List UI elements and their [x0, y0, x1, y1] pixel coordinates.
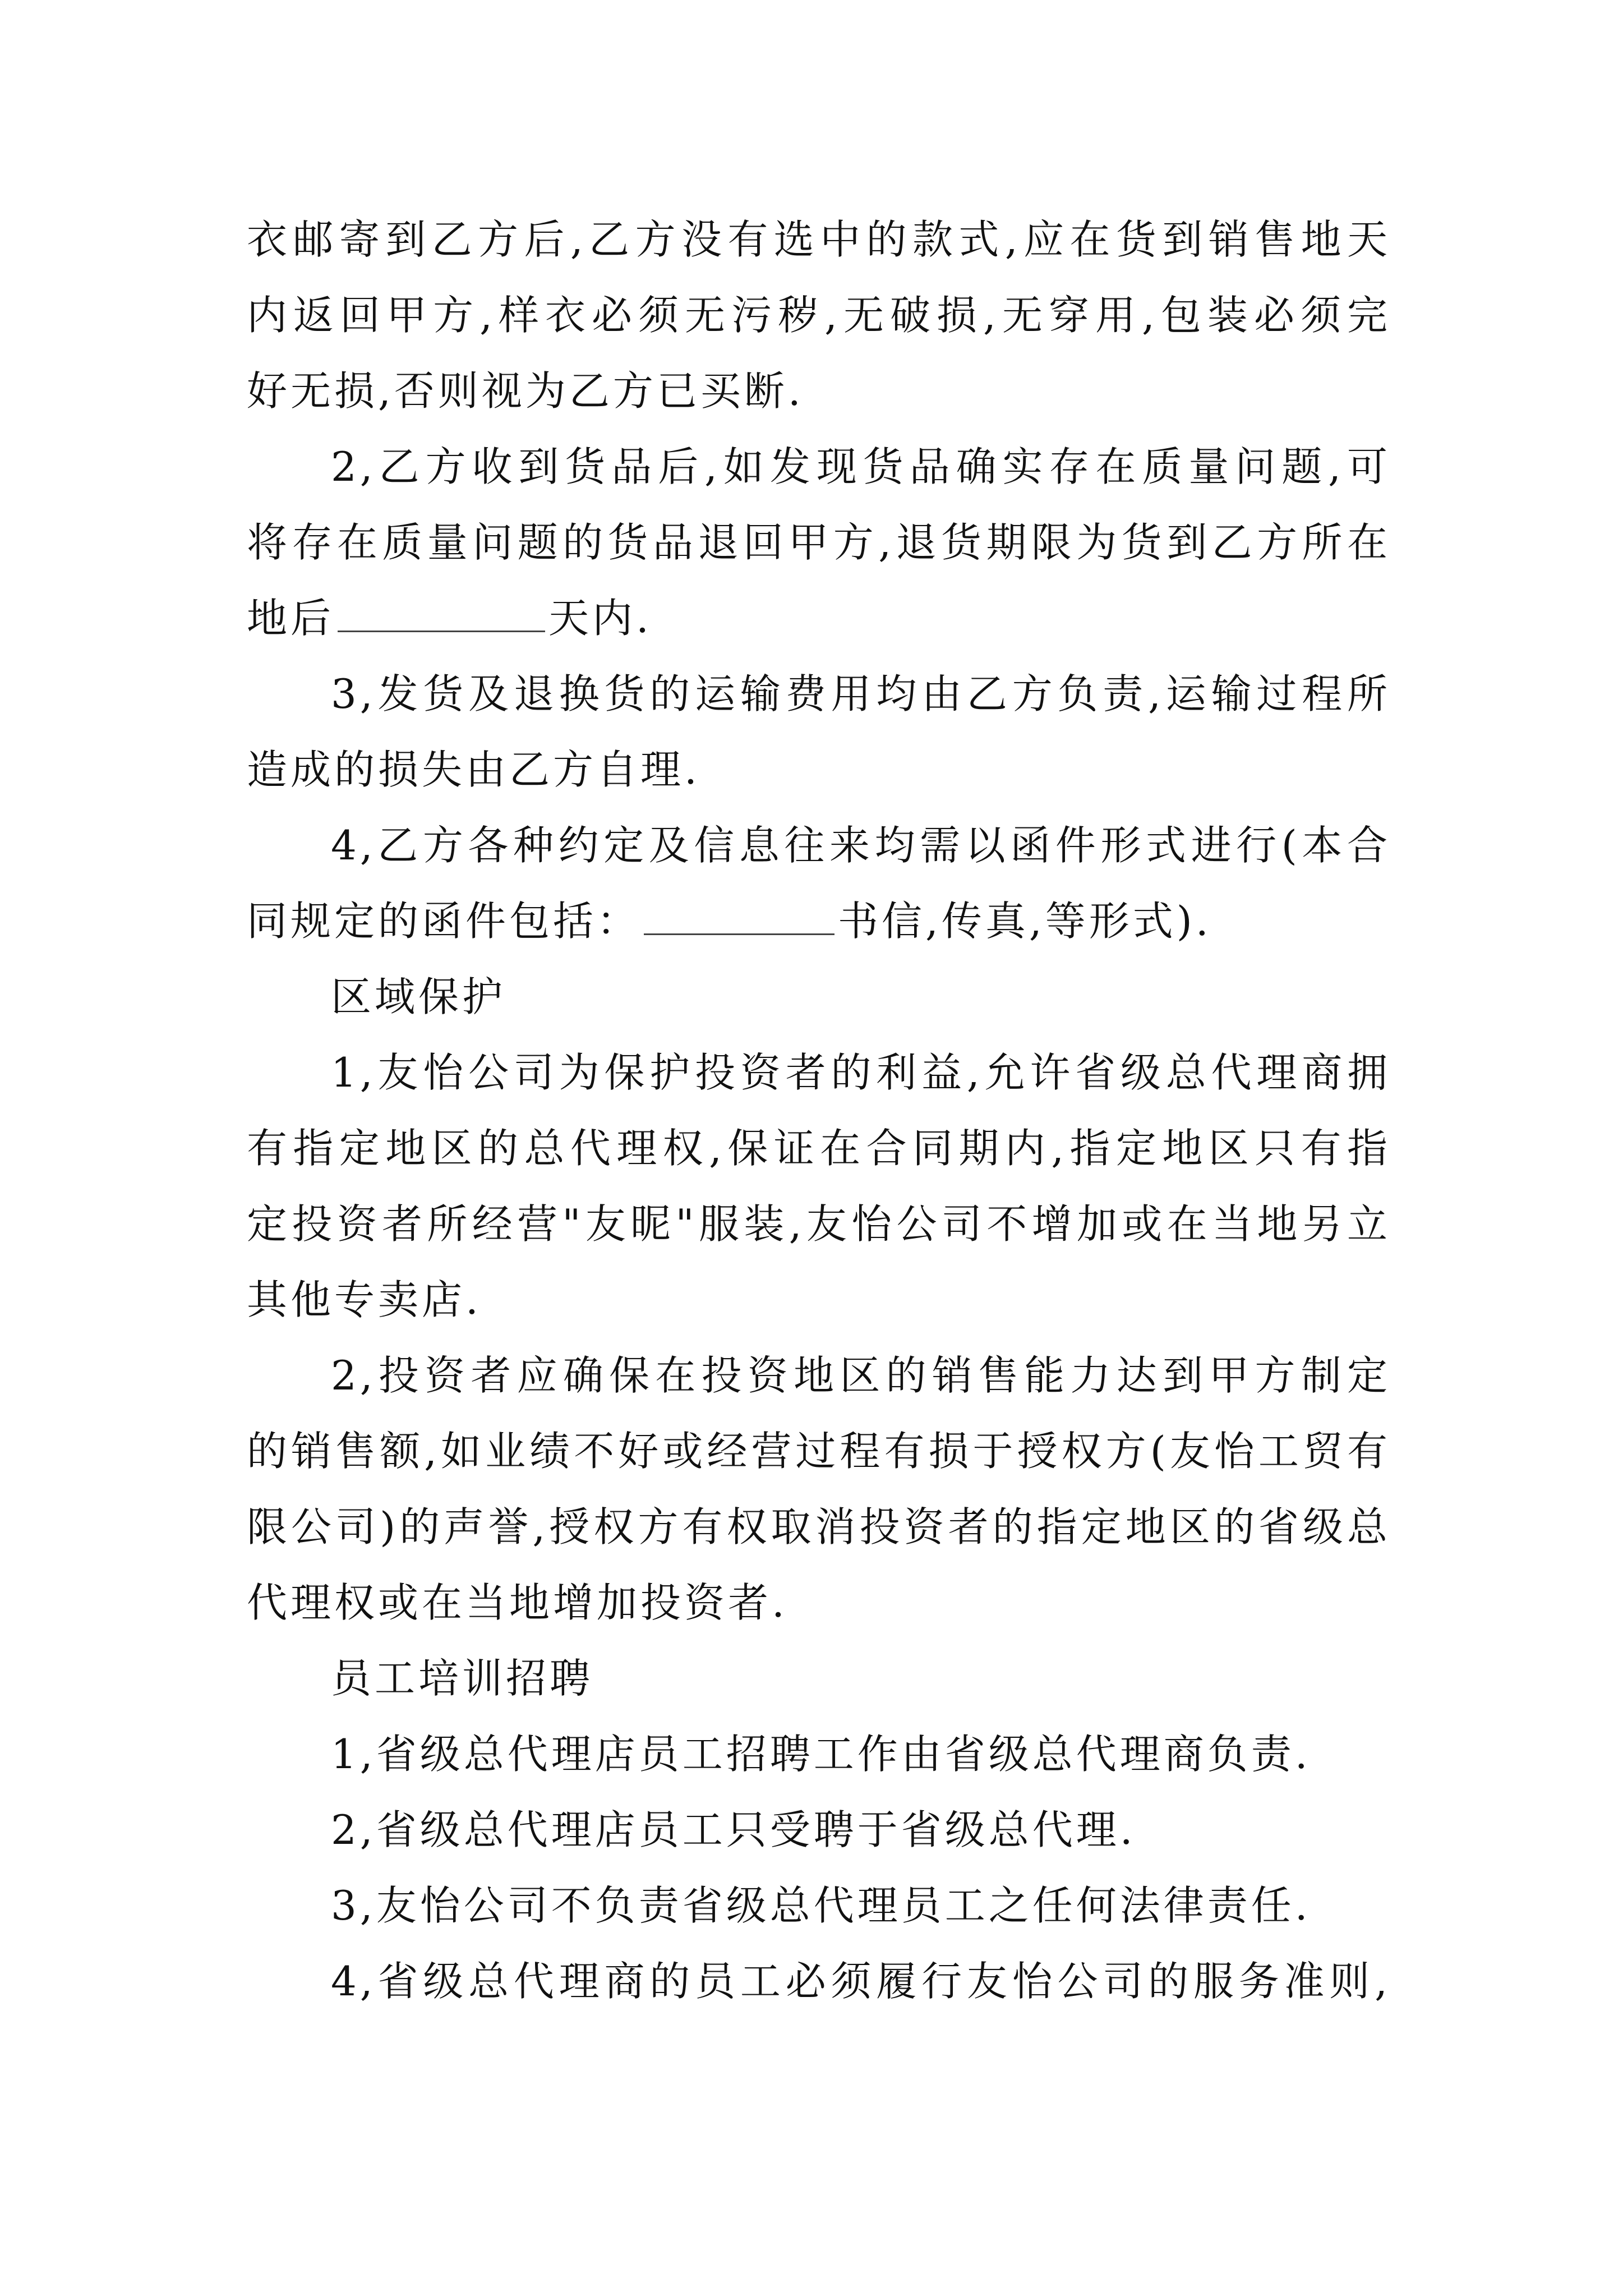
paragraph-line: 2,投资者应确保在投资地区的销售能力达到甲方制定 [331, 1352, 1391, 1399]
paragraph-line [247, 884, 1391, 959]
fill-in-blank [644, 900, 834, 935]
line-segment: 地后 [247, 595, 335, 642]
paragraph-line: 造成的损失由乙方自理. [247, 746, 700, 793]
paragraph-line: 有指定地区的总代理权,保证在合同期内,指定地区只有指 [247, 1125, 1391, 1172]
paragraph-line: 好无损,否则视为乙方已买断. [247, 367, 804, 415]
paragraph-line: 1,友怡公司为保护投资者的利益,允许省级总代理商拥 [331, 1049, 1391, 1096]
paragraph-line: 3,发货及退换货的运输费用均由乙方负责,运输过程所 [331, 670, 1391, 717]
paragraph-line: 其他专卖店. [247, 1276, 482, 1323]
document-body [247, 202, 1391, 2019]
paragraph-line: 代理权或在当地增加投资者. [247, 1579, 788, 1626]
paragraph-line: 2,乙方收到货品后,如发现货品确实存在质量问题,可 [331, 443, 1391, 490]
paragraph-line: 内返回甲方,样衣必须无污秽,无破损,无穿用,包装必须完 [247, 292, 1391, 339]
paragraph-line: 限公司)的声誉,授权方有权取消投资者的指定地区的省级总 [247, 1503, 1391, 1550]
paragraph-line: 的销售额,如业绩不好或经营过程有损于授权方(友怡工贸有 [247, 1428, 1391, 1475]
line-segment: 同规定的函件包括： [247, 898, 641, 945]
paragraph-line: 4,省级总代理商的员工必须履行友怡公司的服务准则, [331, 1958, 1391, 2005]
paragraph-line: 2,省级总代理店员工只受聘于省级总代理. [331, 1806, 1136, 1853]
section-heading: 区域保护 [331, 973, 506, 1020]
paragraph-line: 3,友怡公司不负责省级总代理员工之任何法律责任. [331, 1882, 1311, 1929]
paragraph-line: 将存在质量问题的货品退回甲方,退货期限为货到乙方所在 [247, 519, 1391, 566]
line-segment: 书信,传真,等形式). [838, 898, 1212, 945]
paragraph-line [247, 581, 1391, 656]
paragraph-line: 定投资者所经营"友昵"服装,友怡公司不增加或在当地另立 [247, 1200, 1391, 1248]
paragraph-line: 衣邮寄到乙方后,乙方没有选中的款式,应在货到销售地天 [247, 216, 1391, 263]
fill-in-blank [338, 597, 545, 632]
paragraph-line: 4,乙方各种约定及信息往来均需以函件形式进行(本合 [331, 822, 1391, 869]
line-segment: 天内. [548, 595, 652, 642]
paragraph-line: 1,省级总代理店员工招聘工作由省级总代理商负责. [331, 1731, 1311, 1778]
section-heading: 员工培训招聘 [331, 1655, 594, 1702]
